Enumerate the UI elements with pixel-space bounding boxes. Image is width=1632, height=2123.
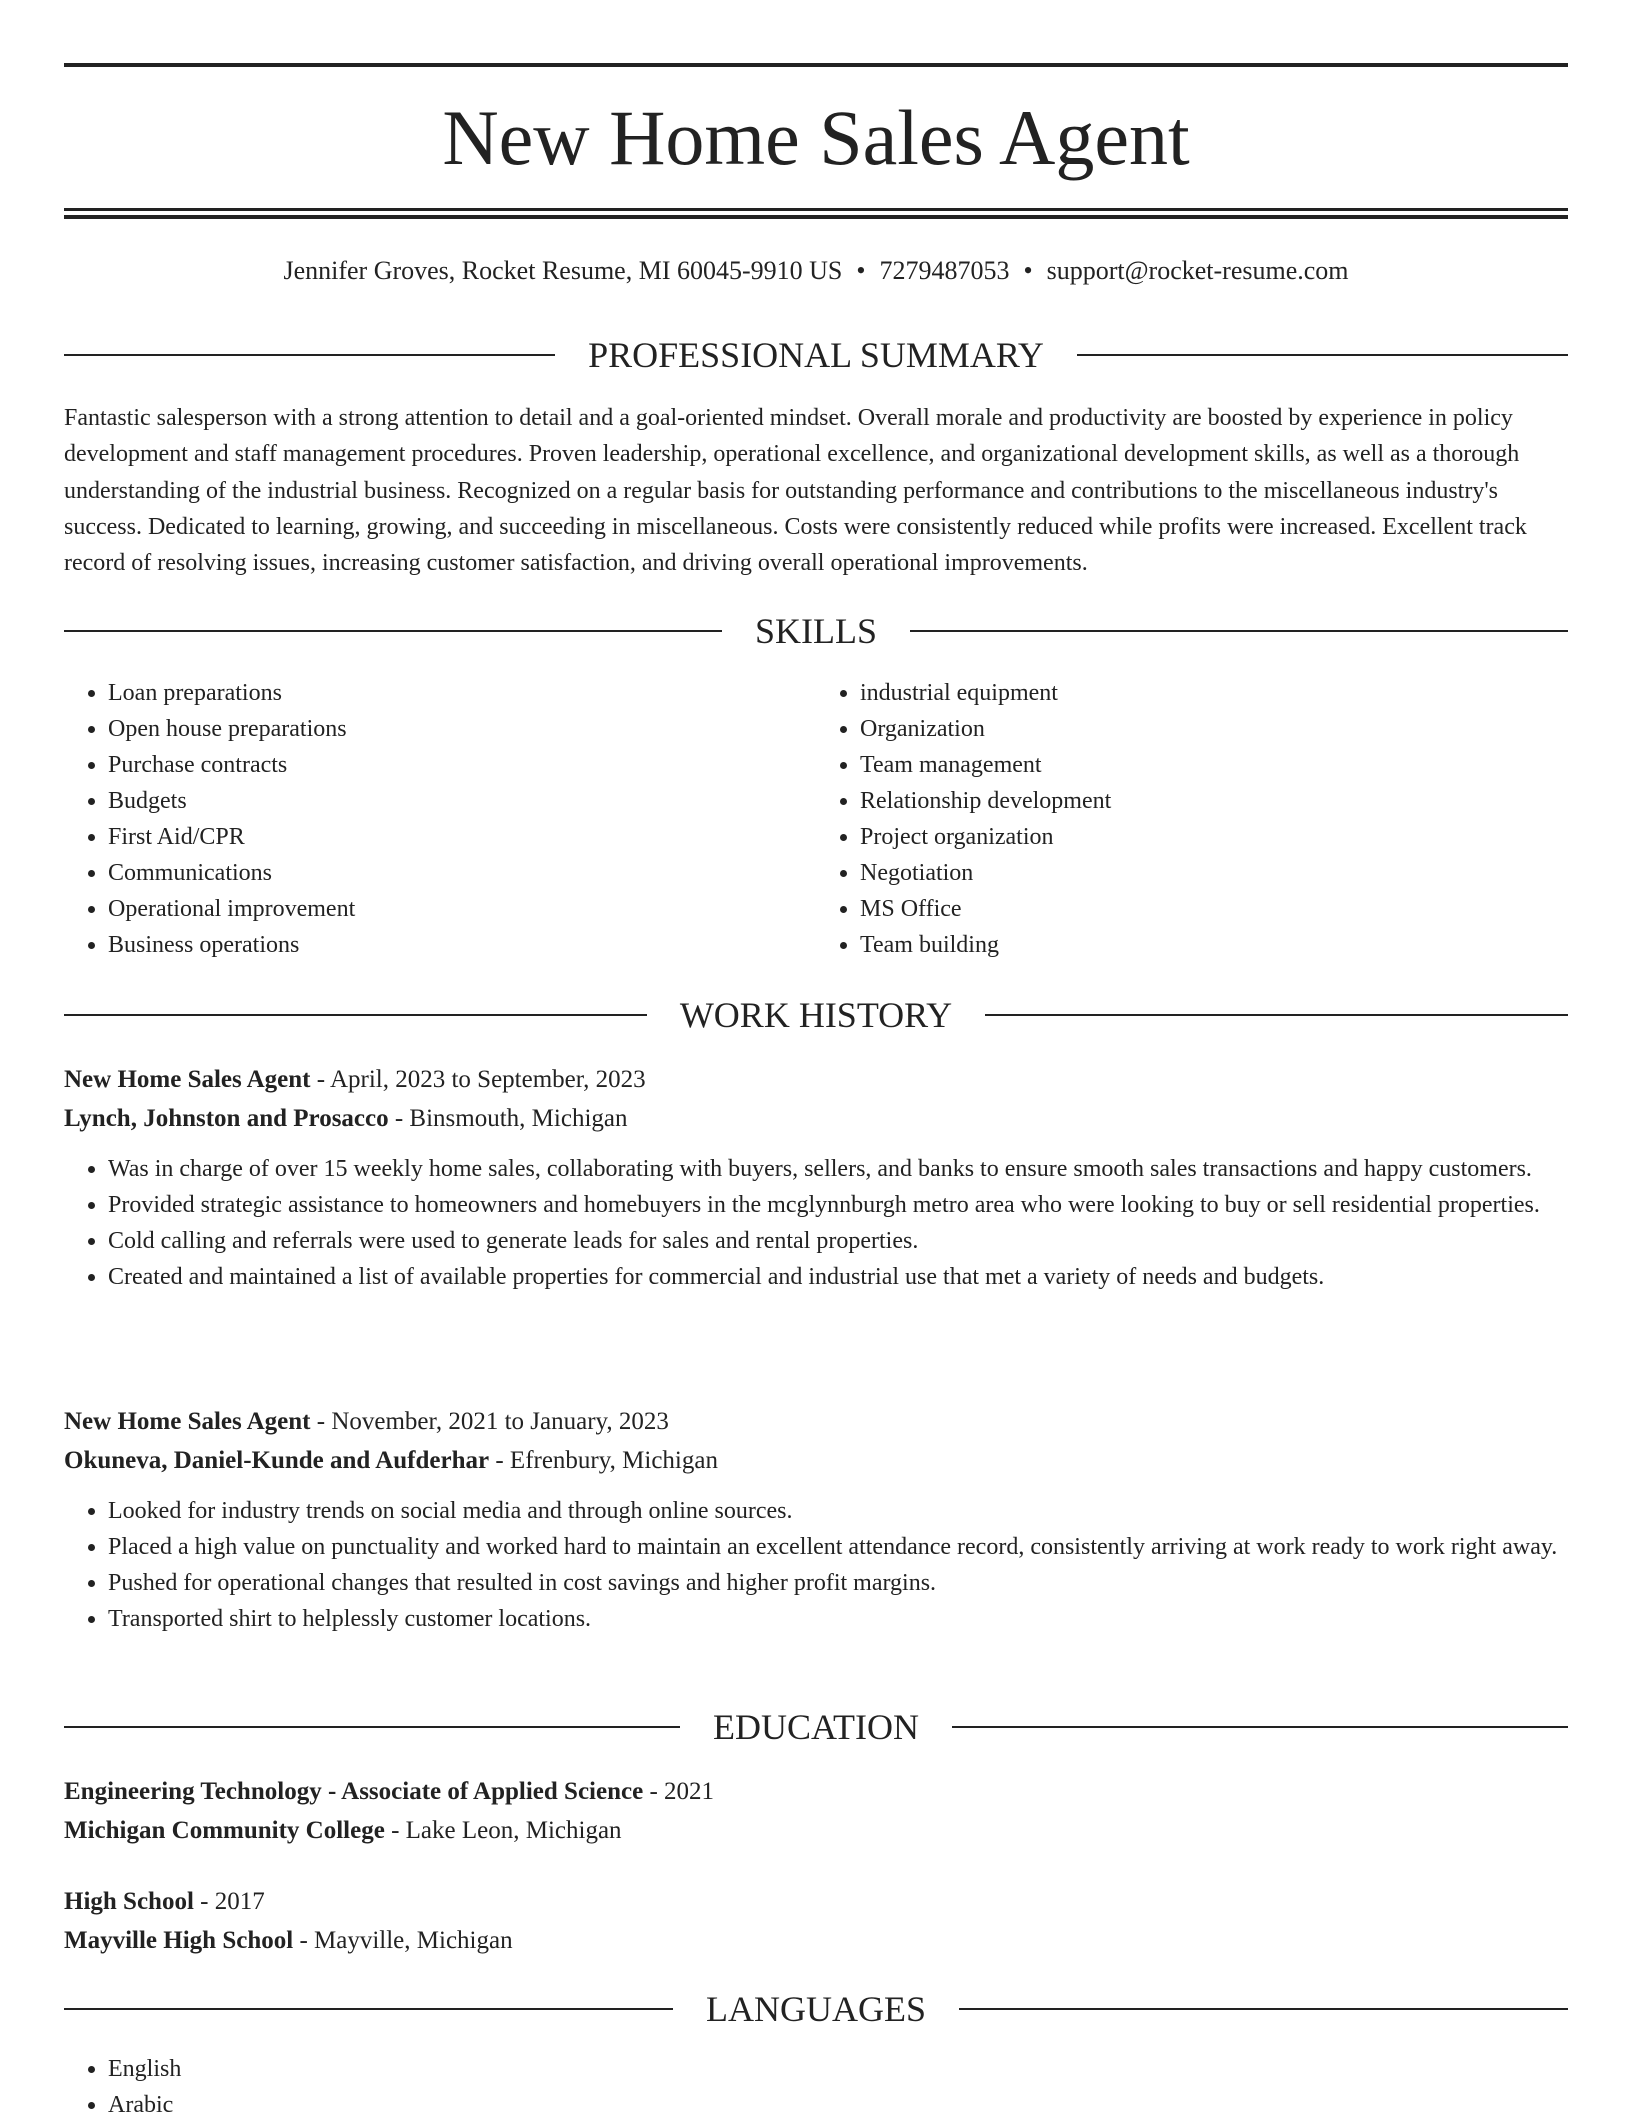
education-year: - 2021 (643, 1778, 715, 1805)
job-bullets (64, 1151, 1568, 1295)
heading-rule (910, 630, 1568, 632)
skill-item: • Communications (108, 855, 816, 891)
education-degree: High School (64, 1888, 194, 1915)
skill-item: • Business operations (108, 927, 816, 963)
section-heading-skills (64, 609, 1568, 653)
job-company-line (64, 1441, 1568, 1480)
education-degree: Engineering Technology - Associate of Applied Science (64, 1778, 644, 1805)
contact-phone: 7279487053 (879, 256, 1010, 285)
education-school-line (64, 1811, 1568, 1850)
language-item: • English (108, 2051, 1568, 2087)
skill-item: • Team management (860, 747, 1568, 783)
education-entry (64, 1882, 1568, 1960)
section-heading-work-history (64, 993, 1568, 1037)
education-location: - Lake Leon, Michigan (384, 1817, 622, 1844)
contact-separator: • (856, 256, 866, 285)
job-bullet: • Cold calling and referrals were used to generate leads for sales and rental properties. (108, 1223, 1568, 1259)
skill-item: • Project organization (860, 819, 1568, 855)
contact-address: Jennifer Groves, Rocket Resume, MI 60045-9910 US (283, 256, 843, 285)
section-title: SKILLS (755, 611, 878, 651)
section-title: EDUCATION (713, 1707, 919, 1747)
skill-item: • Team building (860, 927, 1568, 963)
contact-line (64, 254, 1568, 288)
resume-title: New Home Sales Agent (442, 94, 1190, 181)
skill-item: • Operational improvement (108, 891, 816, 927)
skill-item: • Negotiation (860, 855, 1568, 891)
languages-list (64, 2051, 1568, 2123)
section-heading-languages (64, 1987, 1568, 2031)
job-bullet: • Created and maintained a list of available properties for commercial and industrial use that met a variety of needs and budgets. (108, 1259, 1568, 1295)
heading-rule (1077, 354, 1568, 356)
job-dates: - November, 2021 to January, 2023 (310, 1408, 669, 1435)
job-bullet: • Looked for industry trends on social media and through online sources. (108, 1493, 1568, 1529)
skill-item: • First Aid/CPR (108, 819, 816, 855)
skill-item: • Purchase contracts (108, 747, 816, 783)
job-entry (64, 1060, 1568, 1295)
job-location: - Binsmouth, Michigan (388, 1105, 628, 1132)
job-title: New Home Sales Agent (64, 1408, 311, 1435)
job-company: Okuneva, Daniel-Kunde and Aufderhar (64, 1447, 490, 1474)
job-dates: - April, 2023 to September, 2023 (310, 1066, 646, 1093)
job-bullet: • Was in charge of over 15 weekly home sales, collaborating with buyers, sellers, and banks to ensure smooth sales transactions and happy customers. (108, 1151, 1568, 1187)
education-entry (64, 1772, 1568, 1850)
education-school: Michigan Community College (64, 1817, 385, 1844)
job-entry (64, 1402, 1568, 1637)
skills-column-left (64, 675, 816, 963)
job-bullet: • Placed a high value on punctuality and worked hard to maintain an excellent attendance record, consistently arriving at work ready to work right away. (108, 1529, 1568, 1565)
section-title: PROFESSIONAL SUMMARY (588, 335, 1044, 375)
education-school: Mayville High School (64, 1927, 294, 1954)
education-school-line (64, 1921, 1568, 1960)
heading-rule (64, 354, 555, 356)
section-heading-education (64, 1705, 1568, 1749)
skills-list (64, 675, 1568, 963)
heading-rule (64, 2008, 673, 2010)
job-title: New Home Sales Agent (64, 1066, 311, 1093)
skills-column-right (816, 675, 1568, 963)
top-rule (64, 63, 1568, 67)
skill-item: • Organization (860, 711, 1568, 747)
education-location: - Mayville, Michigan (293, 1927, 513, 1954)
heading-rule (64, 1726, 680, 1728)
education-degree-line (64, 1772, 1568, 1811)
summary-text: Fantastic salesperson with a strong attention to detail and a goal-oriented mindset. Overall morale and productivity are boosted by experience in policy development and staff management procedures. Proven leadership, operational excellence, and organizational development skills, as well as a thorough understanding of the industrial business. Recognized on a regular basis for outstanding performance and contributions to the miscellaneous industry's success. Dedicated to learning, growing, and succeeding in miscellaneous. Costs were consistently reduced while profits were increased. Excellent track record of resolving issues, increasing customer satisfaction, and driving overall operational improvements. (64, 405, 1527, 577)
section-heading-summary (64, 333, 1568, 377)
job-company-line (64, 1099, 1568, 1138)
job-company: Lynch, Johnston and Prosacco (64, 1105, 389, 1132)
heading-rule (959, 2008, 1568, 2010)
education-year: - 2017 (193, 1888, 265, 1915)
section-title: LANGUAGES (706, 1989, 926, 2029)
skill-item: • Open house preparations (108, 711, 816, 747)
job-location: - Efrenbury, Michigan (489, 1447, 718, 1474)
heading-rule (64, 630, 722, 632)
skill-item: • MS Office (860, 891, 1568, 927)
skill-item: • Relationship development (860, 783, 1568, 819)
skill-item: • industrial equipment (860, 675, 1568, 711)
skill-item: • Budgets (108, 783, 816, 819)
title-double-rule (64, 208, 1568, 219)
job-bullet: • Pushed for operational changes that resulted in cost savings and higher profit margins. (108, 1565, 1568, 1601)
job-bullets (64, 1493, 1568, 1637)
section-title: WORK HISTORY (679, 995, 953, 1035)
job-bullet: • Transported shirt to helplessly customer locations. (108, 1601, 1568, 1637)
education-degree-line (64, 1882, 1568, 1921)
heading-rule (64, 1014, 647, 1016)
skill-item: • Loan preparations (108, 675, 816, 711)
job-bullet: • Provided strategic assistance to homeowners and homebuyers in the mcglynnburgh metro area who were looking to buy or sell residential properties. (108, 1187, 1568, 1223)
job-title-line (64, 1402, 1568, 1441)
contact-email[interactable]: support@rocket-resume.com (1046, 256, 1349, 285)
language-item: • Arabic (108, 2087, 1568, 2123)
job-title-line (64, 1060, 1568, 1099)
contact-separator: • (1023, 256, 1033, 285)
heading-rule (952, 1726, 1568, 1728)
heading-rule (985, 1014, 1568, 1016)
